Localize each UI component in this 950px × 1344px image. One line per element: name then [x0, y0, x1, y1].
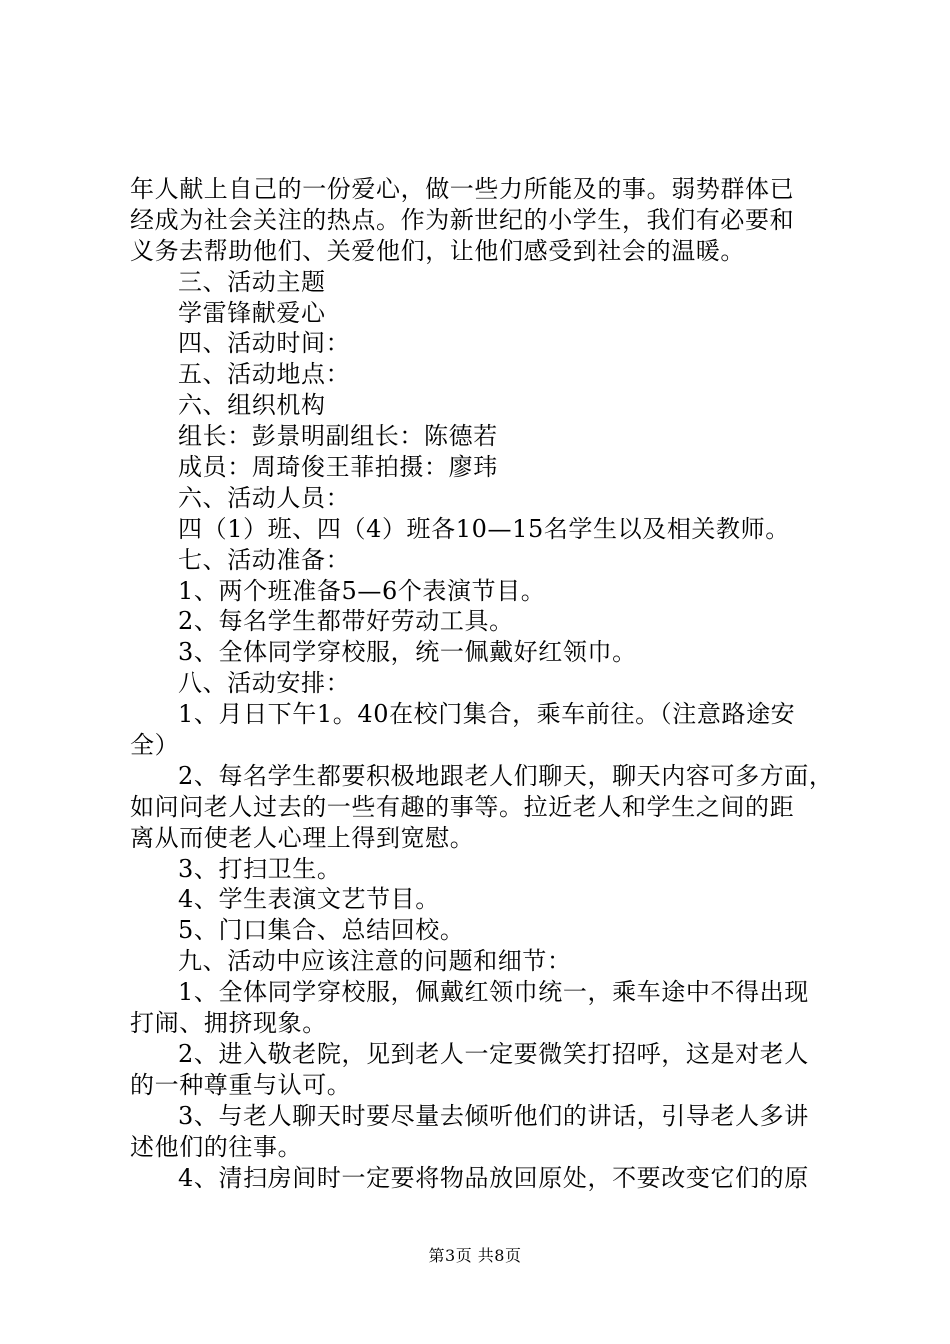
text-line: 四、活动时间：	[178, 329, 351, 358]
text-line: 述他们的往事。	[130, 1132, 303, 1161]
text-line: 离从而使老人心理上得到宽慰。	[130, 823, 475, 852]
text-line: 2、进入敬老院，见到老人一定要微笑打招呼，这是对老人	[178, 1039, 809, 1068]
text-line: 全）	[130, 731, 180, 760]
document-body	[130, 174, 834, 1193]
text-line: 2、每名学生都要积极地跟老人们聊天，聊天内容可多方面，	[178, 761, 834, 790]
text-line: 六、组织机构	[178, 391, 326, 420]
text-line: 三、活动主题	[178, 267, 326, 296]
text-line: 4、学生表演文艺节目。	[178, 885, 440, 914]
text-line: 3、全体同学穿校服，统一佩戴好红领巾。	[178, 638, 637, 667]
text-line: 八、活动安排：	[178, 669, 351, 698]
text-line: 七、活动准备：	[178, 545, 351, 574]
text-line: 义务去帮助他们、关爱他们，让他们感受到社会的温暖。	[130, 236, 745, 265]
text-line: 打闹、拥挤现象。	[130, 1009, 327, 1038]
text-line: 六、活动人员：	[178, 483, 351, 512]
text-line: 2、每名学生都带好劳动工具。	[178, 607, 514, 636]
text-line: 3、打扫卫生。	[178, 854, 342, 883]
text-line: 5、门口集合、总结回校。	[178, 916, 465, 945]
text-line: 学雷锋献爱心	[178, 298, 326, 327]
text-line: 经成为社会关注的热点。作为新世纪的小学生，我们有必要和	[130, 205, 795, 234]
text-line: 1、全体同学穿校服，佩戴红领巾统一，乘车途中不得出现	[178, 978, 809, 1007]
text-line: 九、活动中应该注意的问题和细节：	[178, 947, 572, 976]
text-line: 五、活动地点：	[178, 360, 351, 389]
text-line: 3、与老人聊天时要尽量去倾听他们的讲话，引导老人多讲	[178, 1101, 809, 1130]
text-line: 的一种尊重与认可。	[130, 1070, 352, 1099]
text-line: 四（1）班、四（4）班各10—15名学生以及相关教师。	[178, 514, 790, 543]
text-line: 年人献上自己的一份爱心，做一些力所能及的事。弱势群体已	[130, 175, 795, 203]
text-line: 1、月日下午1。40在校门集合，乘车前往。（注意路途安	[178, 700, 796, 729]
text-line: 组长：彭景明副组长：陈德若	[178, 422, 498, 451]
text-line: 如问问老人过去的一些有趣的事等。拉近老人和学生之间的距	[130, 792, 795, 821]
text-line: 1、两个班准备5—6个表演节目。	[178, 576, 546, 605]
page-footer: 第3页 共8页	[428, 1246, 522, 1265]
text-line: 4、清扫房间时一定要将物品放回原处，不要改变它们的原	[178, 1163, 809, 1192]
text-line: 成员：周琦俊王菲拍摄：廖玮	[178, 453, 498, 482]
